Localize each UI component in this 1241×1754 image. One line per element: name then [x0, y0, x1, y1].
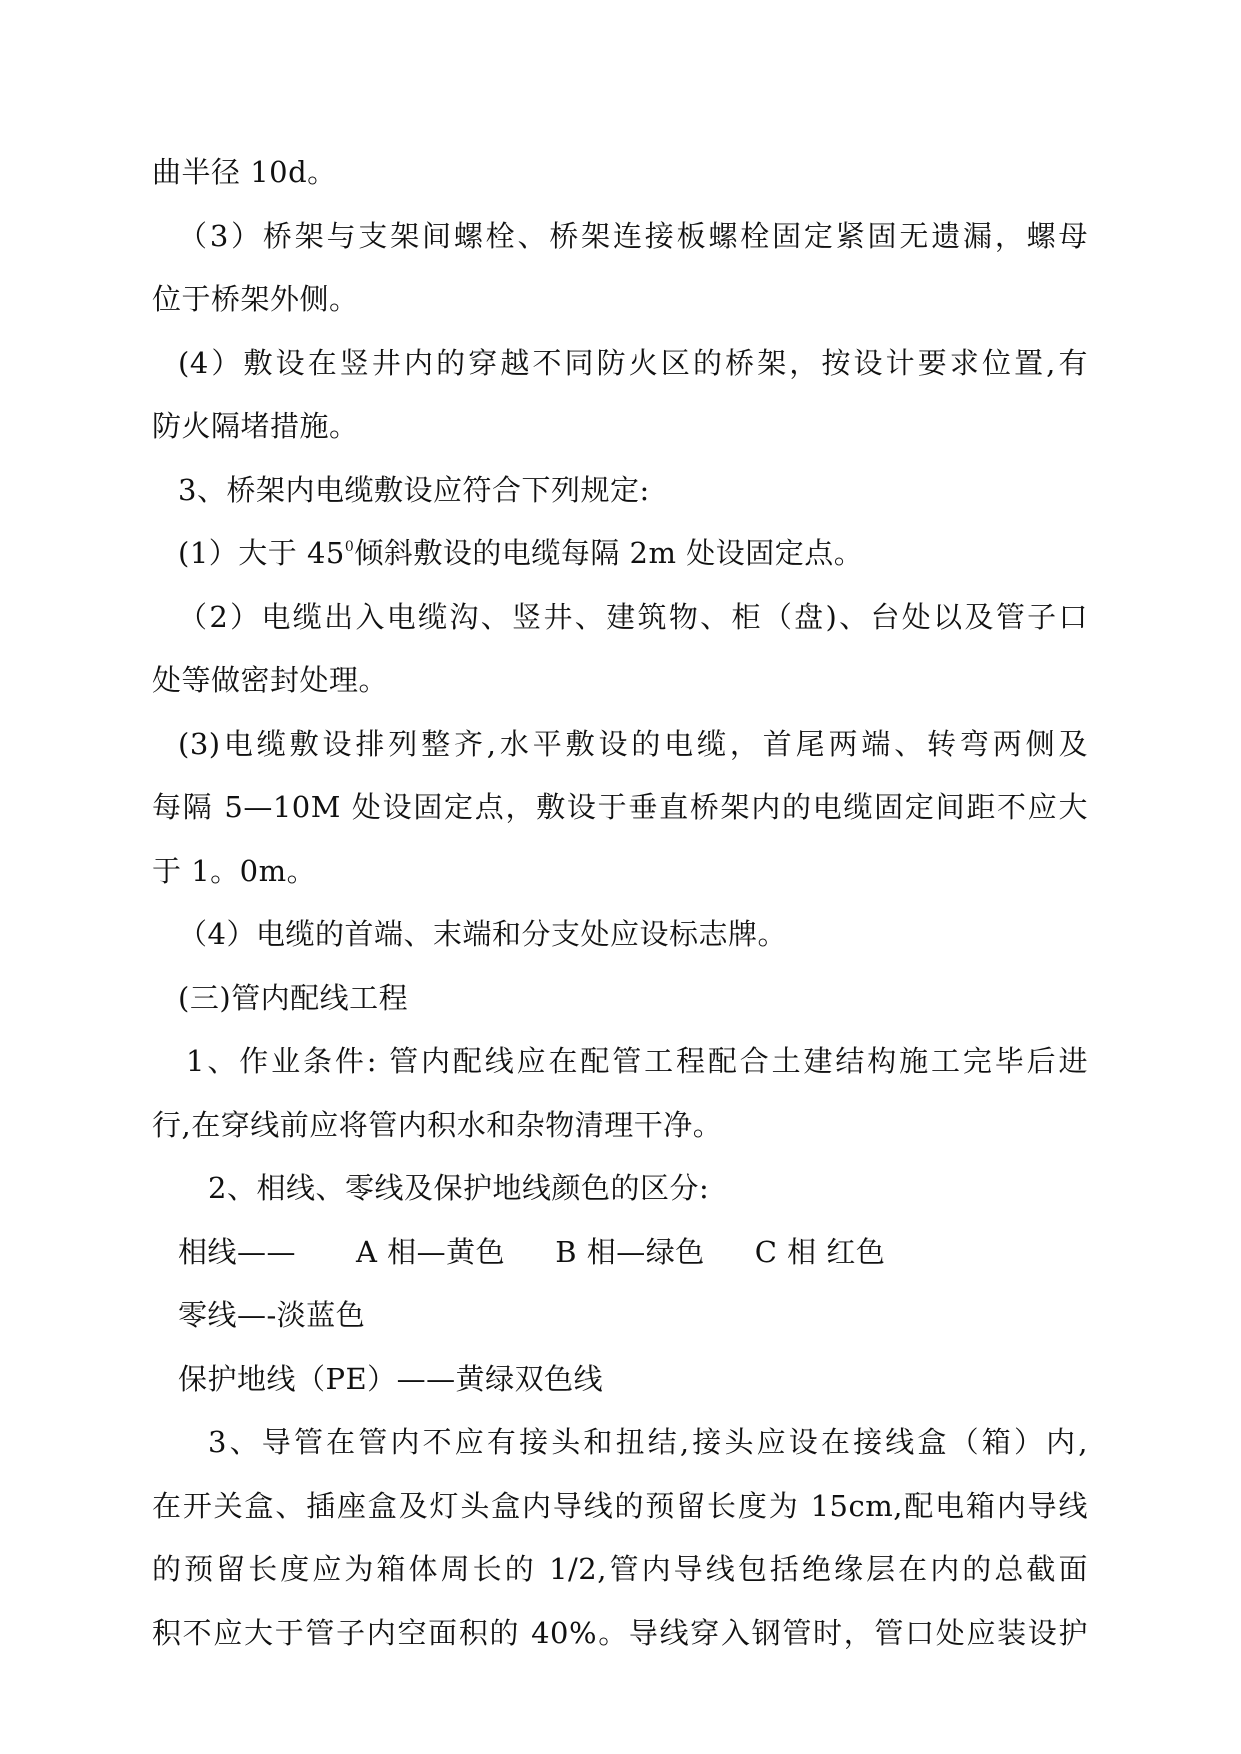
- text-line-21: 3、导管在管内不应有接头和扭结,接头应设在接线盒（箱）内,: [208, 1425, 1088, 1459]
- text-line-7: [152, 533, 1088, 597]
- text-line-22: 在开关盒、插座盒及灯头盒内导线的预留长度为 15cm,配电箱内导线: [152, 1488, 1088, 1523]
- text-line-7-tail: 倾斜敷设的电缆每隔 2m 处设固定点。: [354, 536, 864, 570]
- text-line-15: 1、作业条件: 管内配线应在配管工程配合土建结构施工完毕后进: [186, 1044, 1088, 1078]
- text-line-9: 处等做密封处理。: [152, 663, 389, 697]
- text-line-8: （2）电缆出入电缆沟、竖井、建筑物、柜（盘)、台处以及管子口: [178, 599, 1088, 634]
- text-line-13: （4）电缆的首端、末端和分支处应设标志牌。: [178, 917, 787, 951]
- phase-b-label: B 相—绿色: [555, 1234, 705, 1269]
- document-body: [152, 152, 1088, 1676]
- text-line-17: 2、相线、零线及保护地线颜色的区分:: [208, 1171, 710, 1205]
- degree-superscript: 0: [344, 539, 355, 555]
- text-line-4: (4）敷设在竖井内的穿越不同防火区的桥架，按设计要求位置,有: [178, 345, 1088, 380]
- text-line-5: 防火隔堵措施。: [152, 409, 359, 443]
- text-line-1: 曲半径 10d。: [152, 155, 337, 189]
- text-line-3: 位于桥架外侧。: [152, 282, 359, 316]
- text-line-16: 行,在穿线前应将管内积水和杂物清理干净。: [152, 1107, 723, 1142]
- phase-lead-label: 相线——: [178, 1234, 297, 1269]
- phase-color-row: [152, 1232, 1088, 1296]
- text-line-7-head: (1）大于 45: [178, 536, 345, 570]
- section-heading-wiring: (三)管内配线工程: [178, 980, 409, 1015]
- phase-c-label: C 相 红色: [754, 1234, 886, 1269]
- text-line-23: 的预留长度应为箱体周长的 1/2,管内导线包括绝缘层在内的总截面: [152, 1552, 1088, 1586]
- text-line-2: （3）桥架与支架间螺栓、桥架连接板螺栓固定紧固无遗漏，螺母: [178, 218, 1088, 253]
- text-line-12: 于 1。0m。: [152, 853, 317, 888]
- text-line-10: (3)电缆敷设排列整齐,水平敷设的电缆，首尾两端、转弯两侧及: [178, 726, 1088, 761]
- text-line-24: 积不应大于管子内空面积的 40%。导线穿入钢管时，管口处应装设护: [152, 1615, 1088, 1650]
- neutral-line-text: 零线—-淡蓝色: [178, 1298, 366, 1332]
- pe-line-text: 保护地线（PE）——黄绿双色线: [178, 1361, 604, 1396]
- text-line-6: 3、桥架内电缆敷设应符合下列规定:: [178, 472, 650, 507]
- phase-a-label: A 相—黄色: [356, 1234, 506, 1269]
- text-line-11: 每隔 5—10M 处设固定点，敷设于垂直桥架内的电缆固定间距不应大: [152, 790, 1088, 824]
